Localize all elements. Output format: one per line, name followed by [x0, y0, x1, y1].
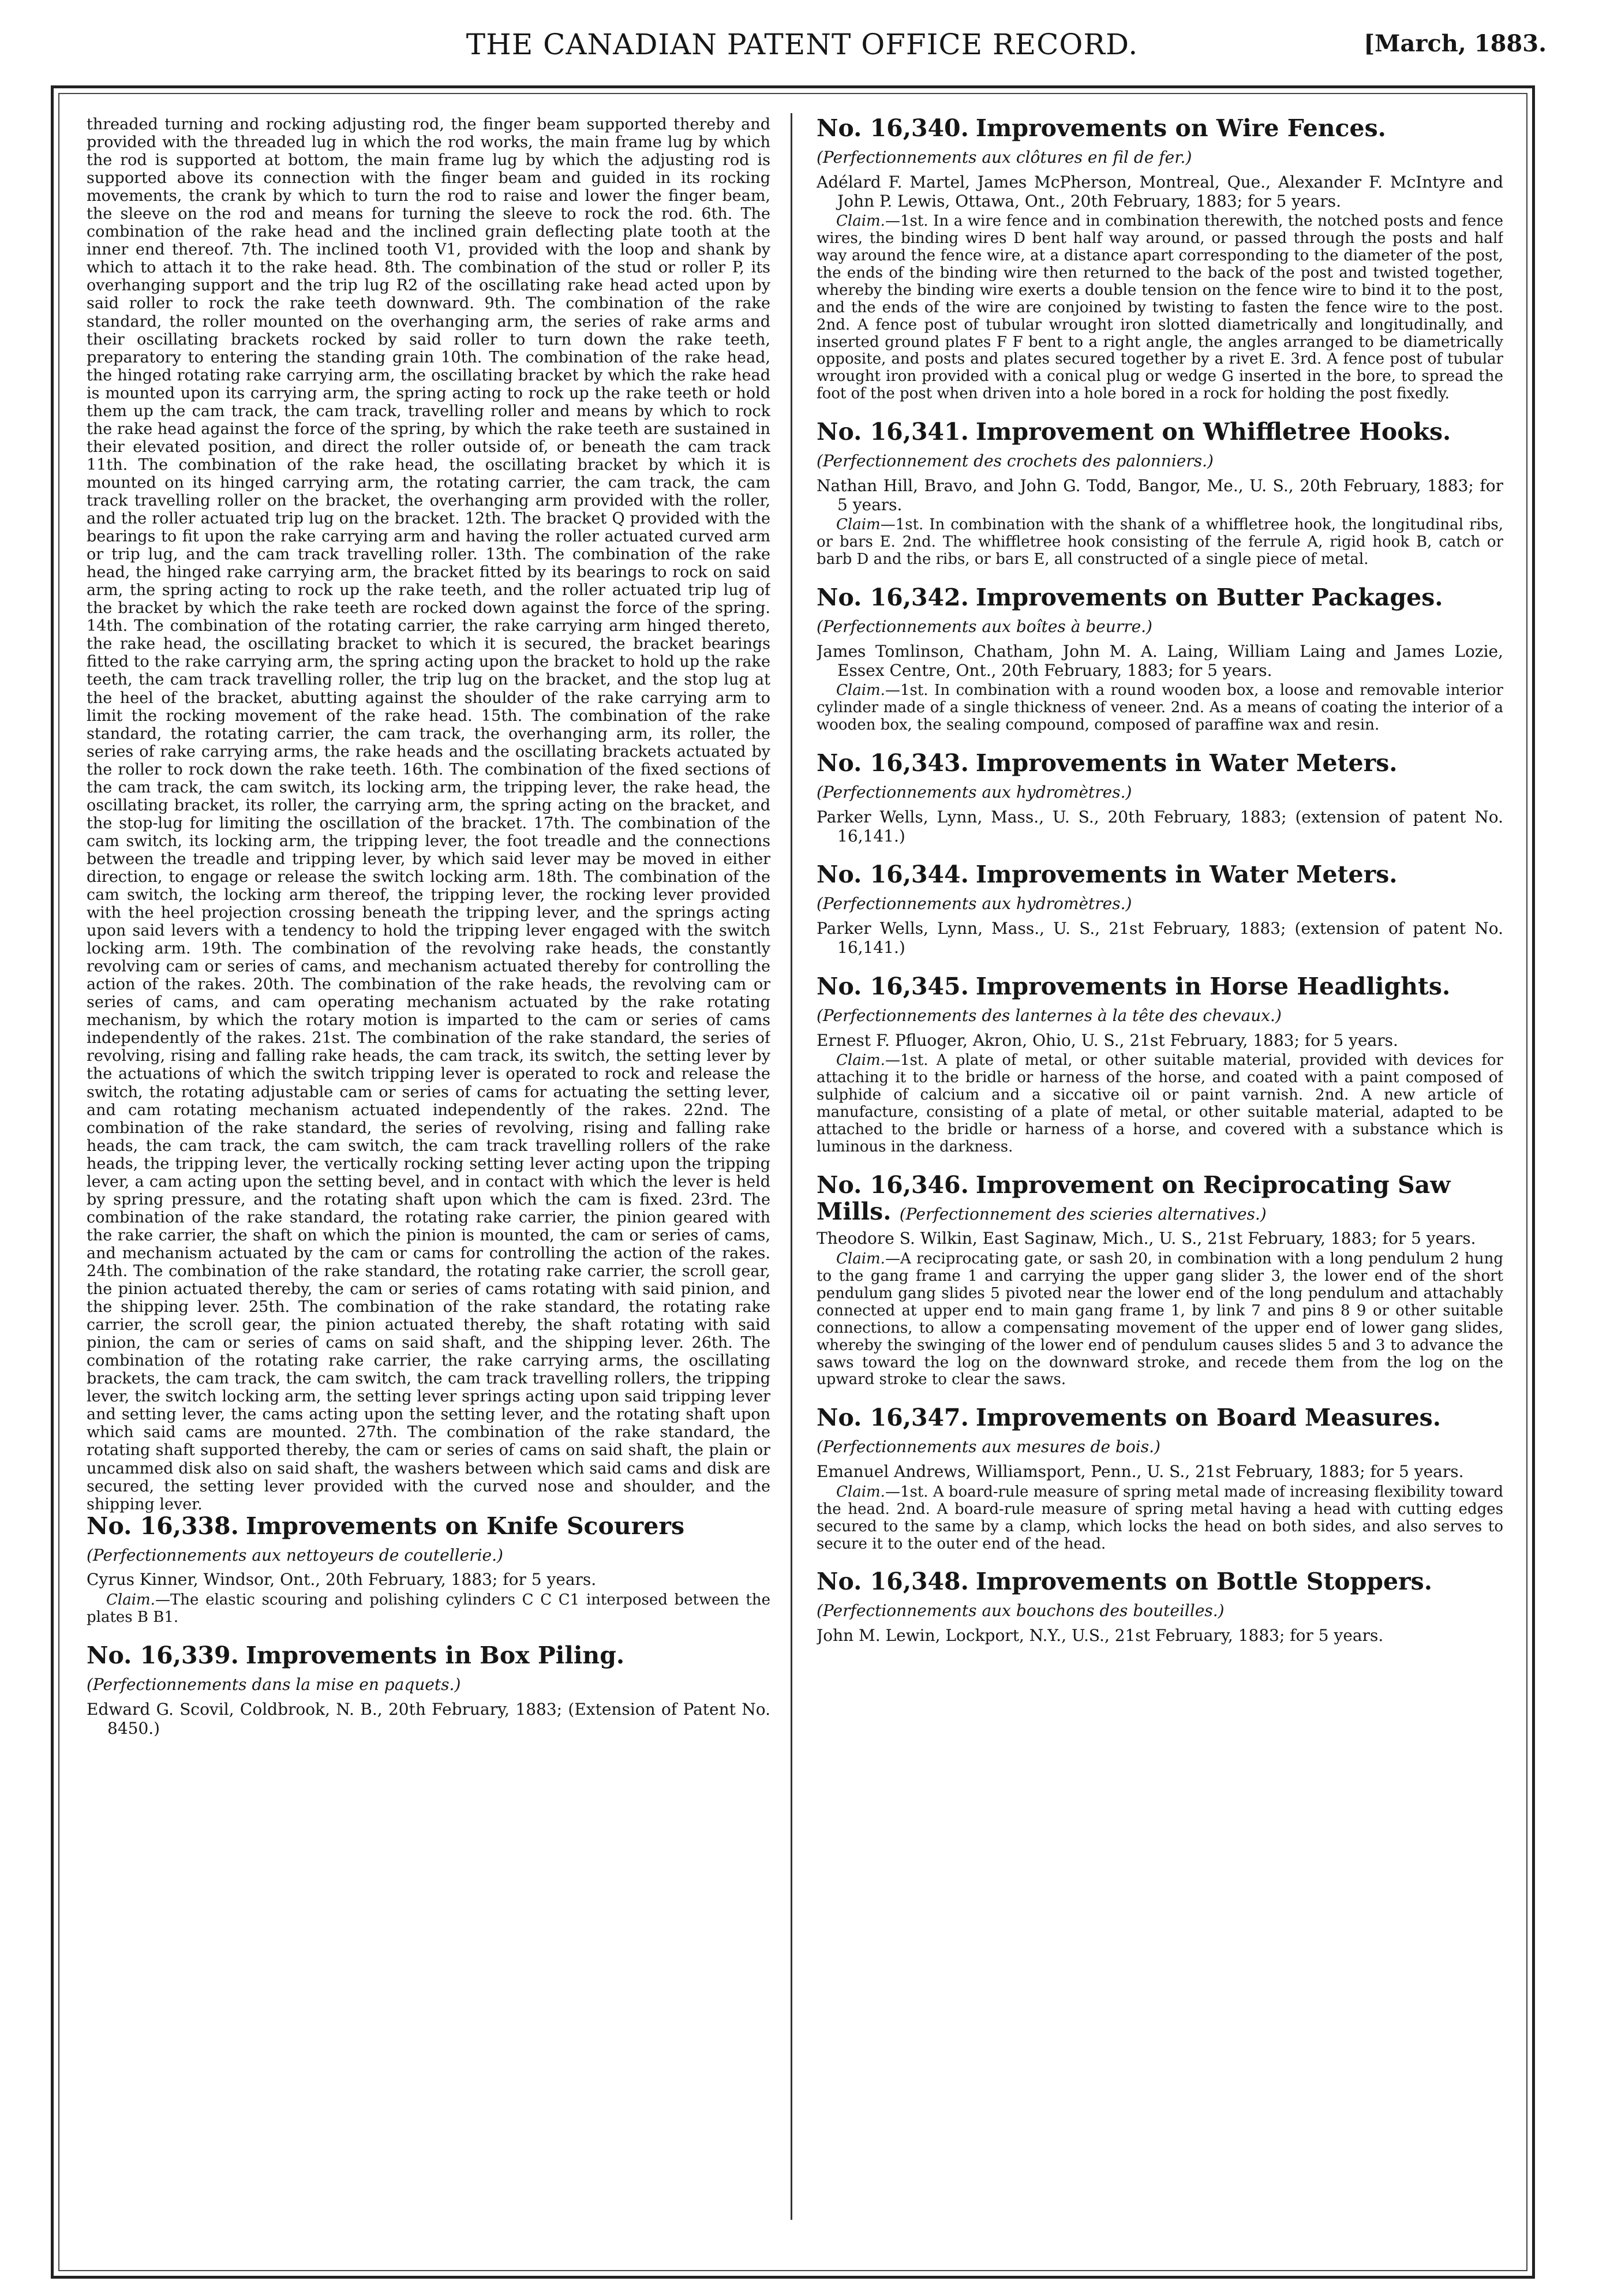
entry-heading [817, 750, 1503, 803]
patent-entry [817, 750, 1503, 846]
patent-entry [817, 862, 1503, 957]
patent-title: Improvements in Box Piling. [245, 1641, 625, 1669]
claim-text [817, 517, 1503, 569]
entry-heading [817, 115, 1503, 169]
claim-body: —1st. In a wire fence and in combination therewith, the notched posts and fence wires, the binding wires D bent half way around, or passed through the posts and half way around the fence wire, at a distance apart corresponding to the diameter of the post, the ends of the binding wire then returned to the back of the post and twisted together, whereby the binding wire exerts a double tension on the fence wire to bind it to the post, and the ends of the wire are conjoined by twisting to fasten the fence wire to the post. 2nd. A fence post of tubular wrought iron slotted diametrically and longitudinally, and inserted ground plates F F bent to a right angle, the angles arranged to be diametrically opposite, and posts and plates secured together by a rivet E. 3rd. A fence post of tubular wrought iron provided with a conical plug or wedge G inserted in the bore, to spread the foot of the post when driven into a hole bored in a rock for holding the post fixedly. [817, 212, 1503, 403]
patent-entry [817, 974, 1503, 1156]
patent-number: No. 16,344. [817, 861, 969, 889]
entry-heading [817, 1569, 1503, 1622]
right-entries [817, 115, 1503, 1646]
grantee-line: Theodore S. Wilkin, East Saginaw, Mich., U. S., 21st February, 1883; for 5 years. [817, 1229, 1476, 1248]
french-title: (Perfectionnements aux hydromètres.) [817, 782, 1132, 802]
claim-body: —A reciprocating gate, or sash 20, in combination with a long pendulum 2 hung to the gang frame 1 and carrying the upper gang slider 3, the lower end of the short pendulum gang slides 5 pivoted near the lower end of the long pendulum and attachably connected at upper end to main gang frame 1, by link 7 and pins 8 9 or other suitable connections, to allow a compensating movement of the upper end of lower gang slides, whereby the swinging of the lower end of pendulum causes slides 5 and 3 to advance the saws toward the log on the downward stroke, and recede them from the log on the upward stroke to clear the saws. [817, 1250, 1503, 1389]
entry-heading [817, 1172, 1503, 1225]
entry-heading [87, 1513, 770, 1566]
patent-number: No. 16,341. [817, 418, 969, 446]
french-title: (Perfectionnement des crochets des palonniers.) [817, 451, 1214, 471]
patent-number: No. 16,346. [817, 1171, 969, 1199]
patent-entry [817, 1569, 1503, 1646]
running-head [46, 28, 1558, 74]
grantee-line: John M. Lewin, Lockport, N.Y., U.S., 21st February, 1883; for 5 years. [817, 1626, 1384, 1646]
claim-text [817, 1251, 1503, 1389]
patent-entry [817, 1172, 1503, 1389]
patent-number: No. 16,339. [87, 1641, 239, 1669]
claim-label: Claim. [836, 1052, 885, 1070]
patent-title: Improvements on Knife Scourers [245, 1512, 685, 1540]
french-title: (Perfectionnements aux hydromètres.) [817, 894, 1132, 914]
patent-title: Improvements on Bottle Stoppers. [975, 1568, 1433, 1596]
right-column [817, 115, 1503, 2263]
left-entries [87, 1513, 770, 1738]
grantee-line: Edward G. Scovil, Coldbrook, N. B., 20th February, 1883; (Extension of Patent No. 8450.) [87, 1699, 770, 1738]
column-rule [791, 113, 792, 2220]
french-title: (Perfectionnements aux boîtes à beurre.) [817, 617, 1152, 636]
patent-entry [817, 585, 1503, 734]
claim-label: Claim. [836, 682, 885, 700]
claim-body: —1st. In combination with a round wooden box, a loose and removable interior cylinder made of a single thickness of veneer. 2nd. As a means of coating the interior of a wooden box, the sealing compound, composed of paraffine wax and resin. [817, 682, 1503, 734]
patent-title: Improvements in Horse Headlights. [975, 972, 1451, 1000]
patent-entry [817, 115, 1503, 403]
entry-heading [817, 1405, 1503, 1458]
grantee-line: James Tomlinson, Chatham, John M. A. Laing, William Laing and James Lozie, Essex Centre, Ont., 20th February, 1883; for 5 years. [817, 641, 1503, 680]
grantee-line: Nathan Hill, Bravo, and John G. Todd, Bangor, Me., U. S., 20th February, 1883; for 5 years. [817, 476, 1503, 514]
patent-entry [817, 1405, 1503, 1553]
grantee-line: Parker Wells, Lynn, Mass., U. S., 20th February, 1883; (extension of patent No. 16,141.) [817, 807, 1503, 846]
patent-title: Improvement on Whiffletree Hooks. [975, 418, 1451, 446]
grantee-line: Cyrus Kinner, Windsor, Ont., 20th February, 1883; for 5 years. [87, 1570, 597, 1590]
claim-text [817, 1052, 1503, 1156]
french-title: (Perfectionnements aux bouchons des bouteilles.) [817, 1601, 1225, 1621]
claim-body: —1st. In combination with the shank of a whiffletree hook, the longitudinal ribs, or bars E. 2nd. The whiffletree hook consisting of the ferrule A, rigid hook B, catch or barb D and the ribs, or bars E, all constructed of a single piece of metal. [817, 516, 1503, 569]
entry-heading [817, 862, 1503, 915]
claim-body: —1st. A board-rule measure of spring metal made of increasing flexibility toward the head. 2nd. A board-rule measure of spring metal having a head with cutting edges secured to the same by a clamp, which locks the head on both sides, and also serves to secure it to the outer end of the head. [817, 1483, 1503, 1553]
french-title: (Perfectionnements aux clôtures en fil de fer.) [817, 147, 1192, 167]
patent-entry [87, 1643, 770, 1738]
left-column [87, 115, 770, 2263]
patent-number: No. 16,338. [87, 1512, 239, 1540]
patent-number: No. 16,343. [817, 749, 969, 777]
grantee-line: Emanuel Andrews, Williamsport, Penn., U. S., 21st February, 1883; for 5 years. [817, 1462, 1464, 1482]
patent-title: Improvements in Water Meters. [975, 861, 1398, 889]
patent-title: Improvements in Water Meters. [975, 749, 1398, 777]
claim-label: Claim. [836, 1483, 885, 1501]
patent-number: No. 16,348. [817, 1568, 969, 1596]
grantee-line: Adélard F. Martel, James McPherson, Montreal, Que., Alexander F. McIntyre and John P. Lewis, Ottawa, Ont., 20th February, 1883; for 5 years. [817, 172, 1503, 211]
grantee-line: Ernest F. Pfluoger, Akron, Ohio, U. S., 21st February, 1883; for 5 years. [817, 1030, 1398, 1050]
claim-label: Claim [836, 516, 881, 534]
running-title: THE CANADIAN PATENT OFFICE RECORD. [466, 28, 1139, 61]
patent-title: Improvements on Board Measures. [975, 1404, 1441, 1432]
entry-heading [817, 419, 1503, 472]
grantee-line: Parker Wells, Lynn, Mass., U. S., 21st February, 1883; (extension of patent No. 16,141.) [817, 919, 1503, 957]
claim-label: Claim. [836, 212, 885, 230]
patent-number: No. 16,340. [817, 115, 969, 142]
french-title: (Perfectionnements des lanternes à la tête des chevaux.) [817, 1005, 1282, 1025]
french-title: (Perfectionnements dans la mise en paquets.) [87, 1674, 461, 1694]
claim-body: —The elastic scouring and polishing cylinders C C C1 interposed between the plates B B1. [87, 1591, 770, 1626]
entry-heading [817, 585, 1503, 638]
continued-claims-text: threaded turning and rocking adjusting rod, the finger beam supported thereby and provided with the threaded lug in which the rod works, the main frame lug by which the rod is supported at bottom, the main frame lug by which the adjusting rod is supported above its connection with the finger beam and guided in its rocking movements, the crank by which to turn the rod to raise and lower the finger beam, the sleeve on the rod and means for turning the sleeve to rock the rod. 6th. The combination of the rake head and the inclined grain deflecting plate tooth at the inner end thereof. 7th. The inclined tooth V1, provided with the loop and shank by which to attach it to the rake head. 8th. The combination of the stud or roller P, its overhanging support and the trip lug R2 of the oscillating rake head acted upon by said roller to rock the rake teeth downward. 9th. The combination of the rake standard, the roller mounted on the overhanging arm, the series of rake arms and their oscillating brackets rocked by said roller to turn down the rake teeth, preparatory to entering the standing grain 10th. The combination of the rake head, the hinged rotating rake carrying arm, the oscillating bracket by which the rake head is mounted upon its carrying arm, the spring acting to rock up the rake teeth or hold them up the cam track, the cam track, travelling roller and means by which to rock the rake head against the force of the spring, by which the rake teeth are sustained in their elevated position, and direct the roller outside of, or beneath the cam track 11th. The combination of the rake head, the oscillating bracket by which it is mounted on its hinged carrying arm, the rotating carrier, the cam track, the cam track travelling roller on the bracket, the overhanging arm provided with the roller, and the roller actuated trip lug on the bracket. 12th. The bracket Q provided with the bearings to fit upon the rake carrying arm and having the roller actuated curved arm or trip lug, and the cam track travelling roller. 13th. The combination of the rake head, the hinged rake carrying arm, the bracket fitted by its bearings to rock on said arm, the spring acting to rock up the rake teeth, and the roller actuated trip lug of the bracket by which the rake teeth are rocked down against the force of the spring. 14th. The combination of the rotating carrier, the rake carrying arm hinged thereto, the rake head, the oscillating bracket to which it is secured, the bracket bearings fitted to the rake carrying arm, the spring acting upon the bracket to hold up the rake teeth, the cam track travelling roller, the trip lug on the bracket, and the stop lug at the heel of the bracket, abutting against the shoulder of the rake carrying arm to limit the rocking movement of the rake head. 15th. The combination of the rake standard, the rotating carrier, the cam track, the overhanging arm, its roller, the series of rake carrying arms, the rake heads and the oscillating brackets actuated by the roller to rock down the rake teeth. 16th. The combination of the fixed sections of the cam track, the cam switch, its locking arm, the tripping lever, the rake head, the oscillating bracket, its roller, the carrying arm, the spring acting on the bracket, and the stop-lug for limiting the oscillation of the bracket. 17th. The combination of the cam switch, its locking arm, the tripping lever, the foot treadle and the connections between the treadle and tripping lever, by which said lever may be moved in either direction, to engage or release the switch locking arm. 18th. The combination of the cam switch, the locking arm thereof, the tripping lever, the rocking lever provided with the heel projection crossing beneath the tripping lever, and the springs acting upon said levers with a tendency to hold the tripping lever engaged with the switch locking arm. 19th. The combination of the revolving rake heads, the constantly revolving cam or series of cams, and mechanism actuated thereby for controlling the action of the rakes. 20th. The combination of the rake heads, the revolving cam or series of cams, and cam operating mechanism actuated by the rake rotating mechanism, by which the rotary motion is imparted to the cam or series of cams independently of the rakes. 21st. The combination of the rake standard, the series of revolving, rising and falling rake heads, the cam track, its switch, the setting lever by the actuations of which the switch tripping lever is operated to rock and release the switch, the rotating adjustable cam or series of cams for actuating the setting lever, and cam rotating mechanism actuated independently of the rakes. 22nd. The combination of the rake standard, the series of revolving, rising and falling rake heads, the cam track, the cam switch, the cam track travelling rollers of the rake heads, the tripping lever, the vertically rocking setting lever acting upon the tripping lever, a cam acting upon the setting bevel, and in contact with which the lever is held by spring pressure, and the rotating shaft upon which the cam is fixed. 23rd. The combination of the rake standard, the rotating rake carrier, the pinion geared with the rake carrier, the shaft on which the pinion is mounted, the cam or series of cams, and mechanism actuated by the cam or cams for controlling the action of the rakes. 24th. The combination of the rake standard, the rotating rake carrier, the scroll gear, the pinion actuated thereby, the cam or series of cams rotating with said pinion, and the shipping lever. 25th. The combination of the rake standard, the rotating rake carrier, the scroll gear, the pinion actuated thereby, the shaft rotating with said pinion, the cam or series of cams on said shaft, and the shipping lever. 26th. The combination of the rotating rake carrier, the rake carrying arms, the oscillating brackets, the cam track, the cam switch, the cam track travelling rollers, the tripping lever, the switch locking arm, the setting lever springs acting upon said tripping lever and setting lever, the cams acting upon the setting lever, and the rotating shaft upon which said cams are mounted. 27th. The combination of the rake standard, the rotating shaft supported thereby, the cam or series of cams on said shaft, the plain or uncammed disk also on said shaft, the washers between which said cams and disk are secured, the setting lever provided with the curved nose and shoulder, and the shipping lever. [87, 115, 770, 1513]
issue-date: [March, 1883. [1364, 30, 1547, 57]
patent-number: No. 16,347. [817, 1404, 969, 1432]
claim-text [87, 1592, 770, 1626]
claim-body: —1st. A plate of metal, or other suitable material, provided with devices for attaching it to the bridle or harness of the horse, and coated with a paint composed of sulphide of calcium and a siccative oil or paint varnish. 2nd. A new article of manufacture, consisting of a plate of metal, or other suitable material, adapted to be attached to the bridle or harness of a horse, and covered with a substance which is luminous in the darkness. [817, 1052, 1503, 1156]
claim-label: Claim. [836, 1250, 885, 1268]
entry-heading [87, 1643, 770, 1696]
french-title: (Perfectionnement des scieries alternatives.) [899, 1204, 1267, 1224]
french-title: (Perfectionnements aux mesures de bois.) [817, 1437, 1160, 1457]
patent-title: Improvements on Wire Fences. [975, 115, 1386, 142]
entry-heading [817, 974, 1503, 1027]
patent-number: No. 16,342. [817, 584, 969, 612]
claim-text [817, 213, 1503, 403]
claim-text [817, 1484, 1503, 1553]
patent-entry [817, 419, 1503, 569]
claim-label: Claim. [106, 1591, 155, 1609]
patent-title: Improvement on Reciprocating Saw Mills. [817, 1171, 1451, 1225]
french-title: (Perfectionnements aux nettoyeurs de coutellerie.) [87, 1545, 503, 1565]
patent-entry [87, 1513, 770, 1626]
patent-title: Improvements on Butter Packages. [975, 584, 1443, 612]
patent-number: No. 16,345. [817, 972, 969, 1000]
claim-text [817, 682, 1503, 734]
